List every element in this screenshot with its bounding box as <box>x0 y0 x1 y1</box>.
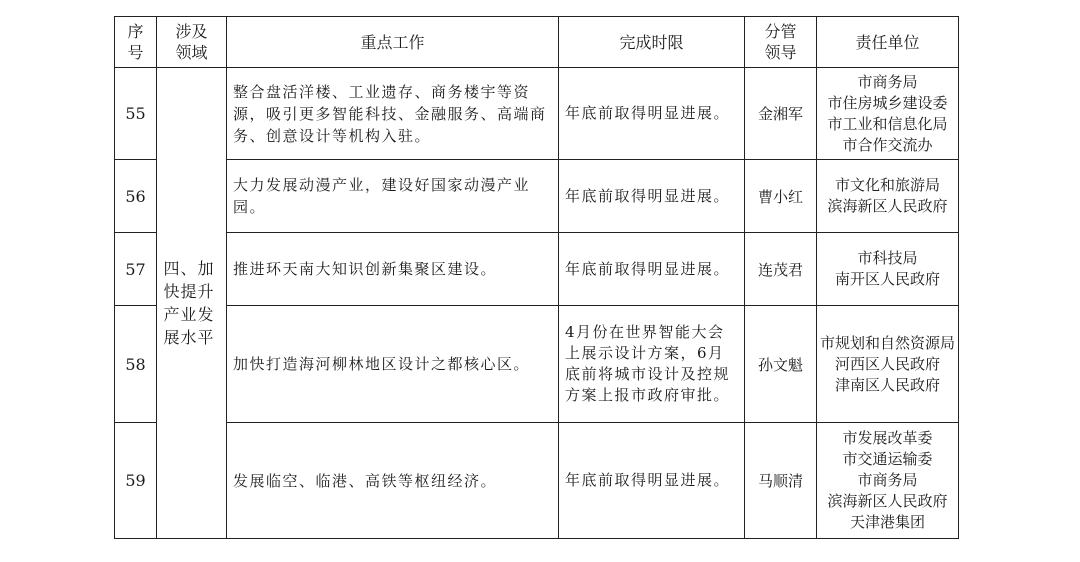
unit-item: 市文化和旅游局 <box>834 176 940 194</box>
table-row <box>115 233 959 306</box>
row-number: 58 <box>115 306 157 423</box>
task-text: 推进环天南大知识创新集聚区建设。 <box>227 233 559 306</box>
unit-item: 市商务局 <box>857 471 918 489</box>
responsible-units <box>817 68 959 160</box>
unit-item: 市商务局 <box>857 72 918 91</box>
deadline-text: 年底前取得明显进展。 <box>559 423 745 539</box>
deadline-text: 年底前取得明显进展。 <box>559 233 745 306</box>
unit-item: 滨海新区人民政府 <box>827 492 948 510</box>
header-area: 涉及 领域 <box>157 17 227 68</box>
header-leader: 分管 领导 <box>745 17 817 68</box>
responsible-units <box>817 233 959 306</box>
table-row <box>115 423 959 539</box>
area-label: 四、加快提升产业发展水平 <box>163 259 215 347</box>
responsible-units <box>817 423 959 539</box>
unit-item: 津南区人民政府 <box>834 375 940 394</box>
leader-name: 连茂君 <box>745 233 817 306</box>
header-task: 重点工作 <box>227 17 559 68</box>
unit-item: 市规划和自然资源局 <box>819 333 955 352</box>
task-text: 大力发展动漫产业，建设好国家动漫产业园。 <box>227 160 559 233</box>
table-row <box>115 68 959 160</box>
unit-item: 市工业和信息化局 <box>827 114 948 133</box>
area-cell <box>157 68 227 539</box>
deadline-text: 年底前取得明显进展。 <box>559 68 745 160</box>
unit-item: 天津港集团 <box>849 513 925 531</box>
unit-item: 河西区人民政府 <box>834 354 940 373</box>
row-number: 56 <box>115 160 157 233</box>
row-number: 57 <box>115 233 157 306</box>
unit-item: 市科技局 <box>857 249 918 267</box>
unit-item: 市交通运输委 <box>842 450 933 468</box>
leader-name: 孙文魁 <box>745 306 817 423</box>
unit-item: 市住房城乡建设委 <box>827 93 948 112</box>
unit-item: 市合作交流办 <box>842 135 933 154</box>
unit-item: 滨海新区人民政府 <box>827 197 948 215</box>
header-no: 序 号 <box>115 17 157 68</box>
leader-name: 金湘军 <box>745 68 817 160</box>
row-number: 55 <box>115 68 157 160</box>
leader-name: 曹小红 <box>745 160 817 233</box>
header-unit: 责任单位 <box>817 17 959 68</box>
row-number: 59 <box>115 423 157 539</box>
table-header-row <box>115 17 959 68</box>
deadline-text: 4月份在世界智能大会上展示设计方案，6月底前将城市设计及控规方案上报市政府审批。 <box>559 306 745 423</box>
header-deadline: 完成时限 <box>559 17 745 68</box>
unit-item: 市发展改革委 <box>842 429 933 447</box>
key-work-table <box>114 16 959 539</box>
responsible-units <box>817 306 959 423</box>
table-row <box>115 306 959 423</box>
task-text: 发展临空、临港、高铁等枢纽经济。 <box>227 423 559 539</box>
unit-item: 南开区人民政府 <box>834 270 940 288</box>
deadline-text: 年底前取得明显进展。 <box>559 160 745 233</box>
leader-name: 马顺清 <box>745 423 817 539</box>
task-text: 整合盘活洋楼、工业遗存、商务楼宇等资源，吸引更多智能科技、金融服务、高端商务、创意设计等机构入驻。 <box>227 68 559 160</box>
table-row <box>115 160 959 233</box>
responsible-units <box>817 160 959 233</box>
task-text: 加快打造海河柳林地区设计之都核心区。 <box>227 306 559 423</box>
